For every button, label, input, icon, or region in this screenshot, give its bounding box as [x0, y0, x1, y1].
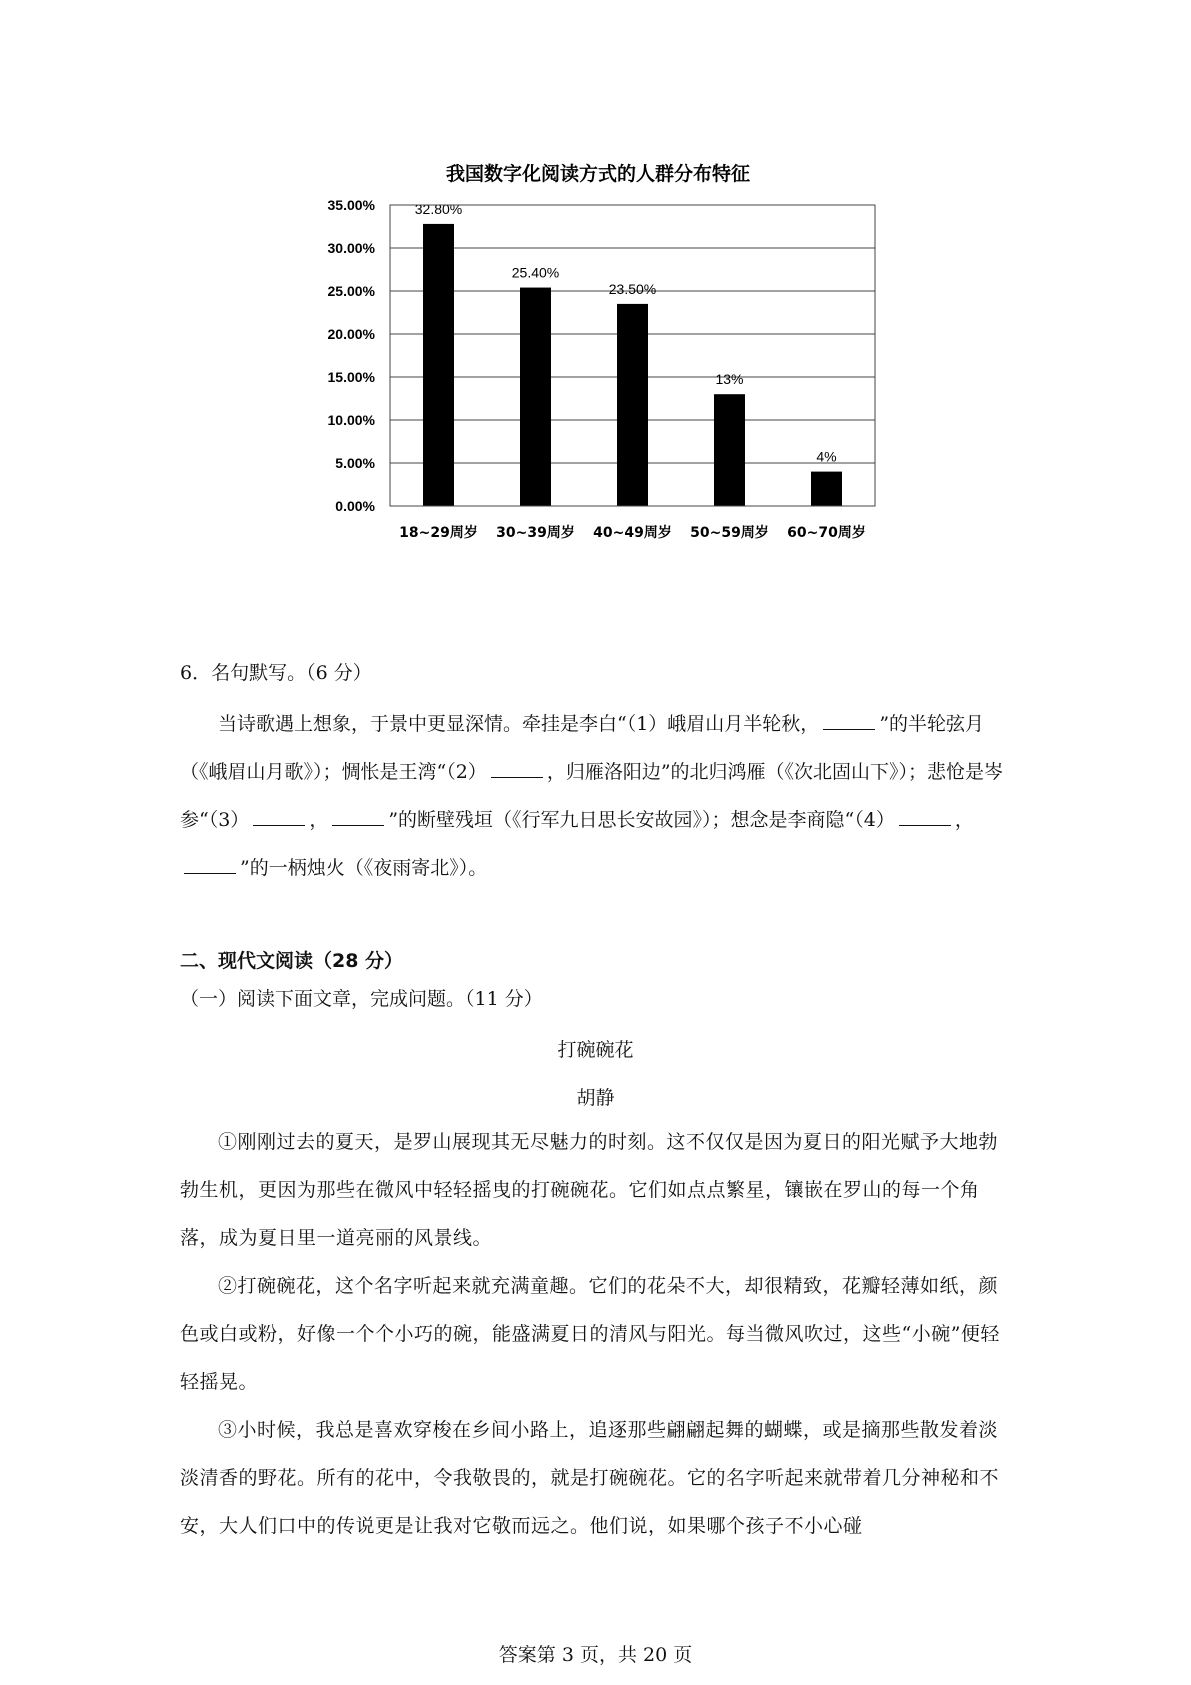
- section-2-title: 二、现代文阅读（28 分）: [180, 950, 404, 972]
- bar: [423, 224, 454, 506]
- bar-chart: [0, 0, 1191, 560]
- y-tick-label: 20.00%: [327, 326, 375, 342]
- y-tick-label: 35.00%: [327, 197, 375, 213]
- bar: [714, 394, 745, 506]
- paragraph-2: ②打碗碗花，这个名字听起来就充满童趣。它们的花朵不大，却很精致，花瓣轻薄如纸，颜色或白或粉，好像一个个小巧的碗，能盛满夏日的清风与阳光。每当微风吹过，这些“小碗”便轻轻摇晃。: [180, 1275, 1000, 1393]
- question-6-heading: 6．名句默写。（6 分）: [180, 662, 372, 684]
- x-axis-categories: [399, 524, 866, 541]
- y-tick-label: 0.00%: [335, 498, 375, 514]
- data-label: 4%: [816, 448, 837, 465]
- y-tick-label: 15.00%: [327, 369, 375, 385]
- q6-text-1: 当诗歌遇上想象，于景中更显深情。牵挂是李白“（1）峨眉山月半轮秋，: [218, 713, 820, 735]
- bar: [811, 472, 842, 506]
- q6-text-2: ”的半轮弦月（《峨眉山月歌》）；惆怅是王湾“（2）: [180, 713, 985, 783]
- blank-3[interactable]: [253, 807, 305, 826]
- blank-2[interactable]: [491, 759, 543, 778]
- q6-text-4: ，: [309, 809, 329, 831]
- q6-text-3: ，归雁洛阳边”的北归鸿雁（《次北固山下》）；悲怆是岑参“（3）: [180, 761, 1004, 831]
- x-category-label: 30~39周岁: [496, 525, 575, 541]
- x-category-label: 40~49周岁: [593, 525, 672, 541]
- x-category-label: 60~70周岁: [787, 525, 866, 541]
- q6-text-7: ”的一柄烛火（《夜雨寄北》）。: [240, 857, 488, 879]
- chart-title: 我国数字化阅读方式的人群分布特征: [445, 163, 751, 185]
- y-tick-label: 10.00%: [327, 412, 375, 428]
- y-tick-label: 30.00%: [327, 240, 375, 256]
- page-footer: 答案第 3 页，共 20 页: [498, 1644, 693, 1666]
- question-6-text: [180, 700, 1016, 892]
- blank-6[interactable]: [184, 855, 236, 874]
- x-category-label: 18~29周岁: [399, 525, 478, 541]
- section-2-subtitle: （一）阅读下面文章，完成问题。（11 分）: [180, 988, 543, 1010]
- blank-5[interactable]: [899, 807, 951, 826]
- y-axis-ticks: [328, 197, 376, 514]
- q6-text-5: ”的断壁残垣（《行军九日思长安故园》）；想念是李商隐“（4）: [388, 809, 895, 831]
- y-tick-label: 5.00%: [335, 455, 375, 471]
- x-category-label: 50~59周岁: [690, 525, 769, 541]
- y-tick-label: 25.00%: [327, 283, 375, 299]
- paragraph-1: ①刚刚过去的夏天，是罗山展现其无尽魅力的时刻。这不仅仅是因为夏日的阳光赋予大地勃勃生机，更因为那些在微风中轻轻摇曳的打碗碗花。它们如点点繁星，镶嵌在罗山的每一个角落，成为夏日里一道亮丽的风景线。: [180, 1131, 999, 1249]
- paragraph-3: ③小时候，我总是喜欢穿梭在乡间小路上，追逐那些翩翩起舞的蝴蝶，或是摘那些散发着淡淡清香的野花。所有的花中，令我敬畏的，就是打碗碗花。它的名字听起来就带着几分神秘和不安，大人们口中的传说更是让我对它敬而远之。他们说，如果哪个孩子不小心碰: [180, 1419, 1000, 1537]
- blank-4[interactable]: [332, 807, 384, 826]
- data-label: 13%: [715, 371, 744, 388]
- blank-1[interactable]: [823, 711, 875, 730]
- q6-text-6: ，: [954, 809, 974, 831]
- article-author: 胡静: [576, 1087, 615, 1109]
- data-label: 32.80%: [414, 200, 463, 217]
- data-label: 23.50%: [608, 280, 657, 297]
- bar: [520, 288, 551, 506]
- article-title: 打碗碗花: [557, 1039, 634, 1061]
- chart-bars: [423, 224, 842, 506]
- data-label: 25.40%: [511, 264, 560, 281]
- bar: [617, 304, 648, 506]
